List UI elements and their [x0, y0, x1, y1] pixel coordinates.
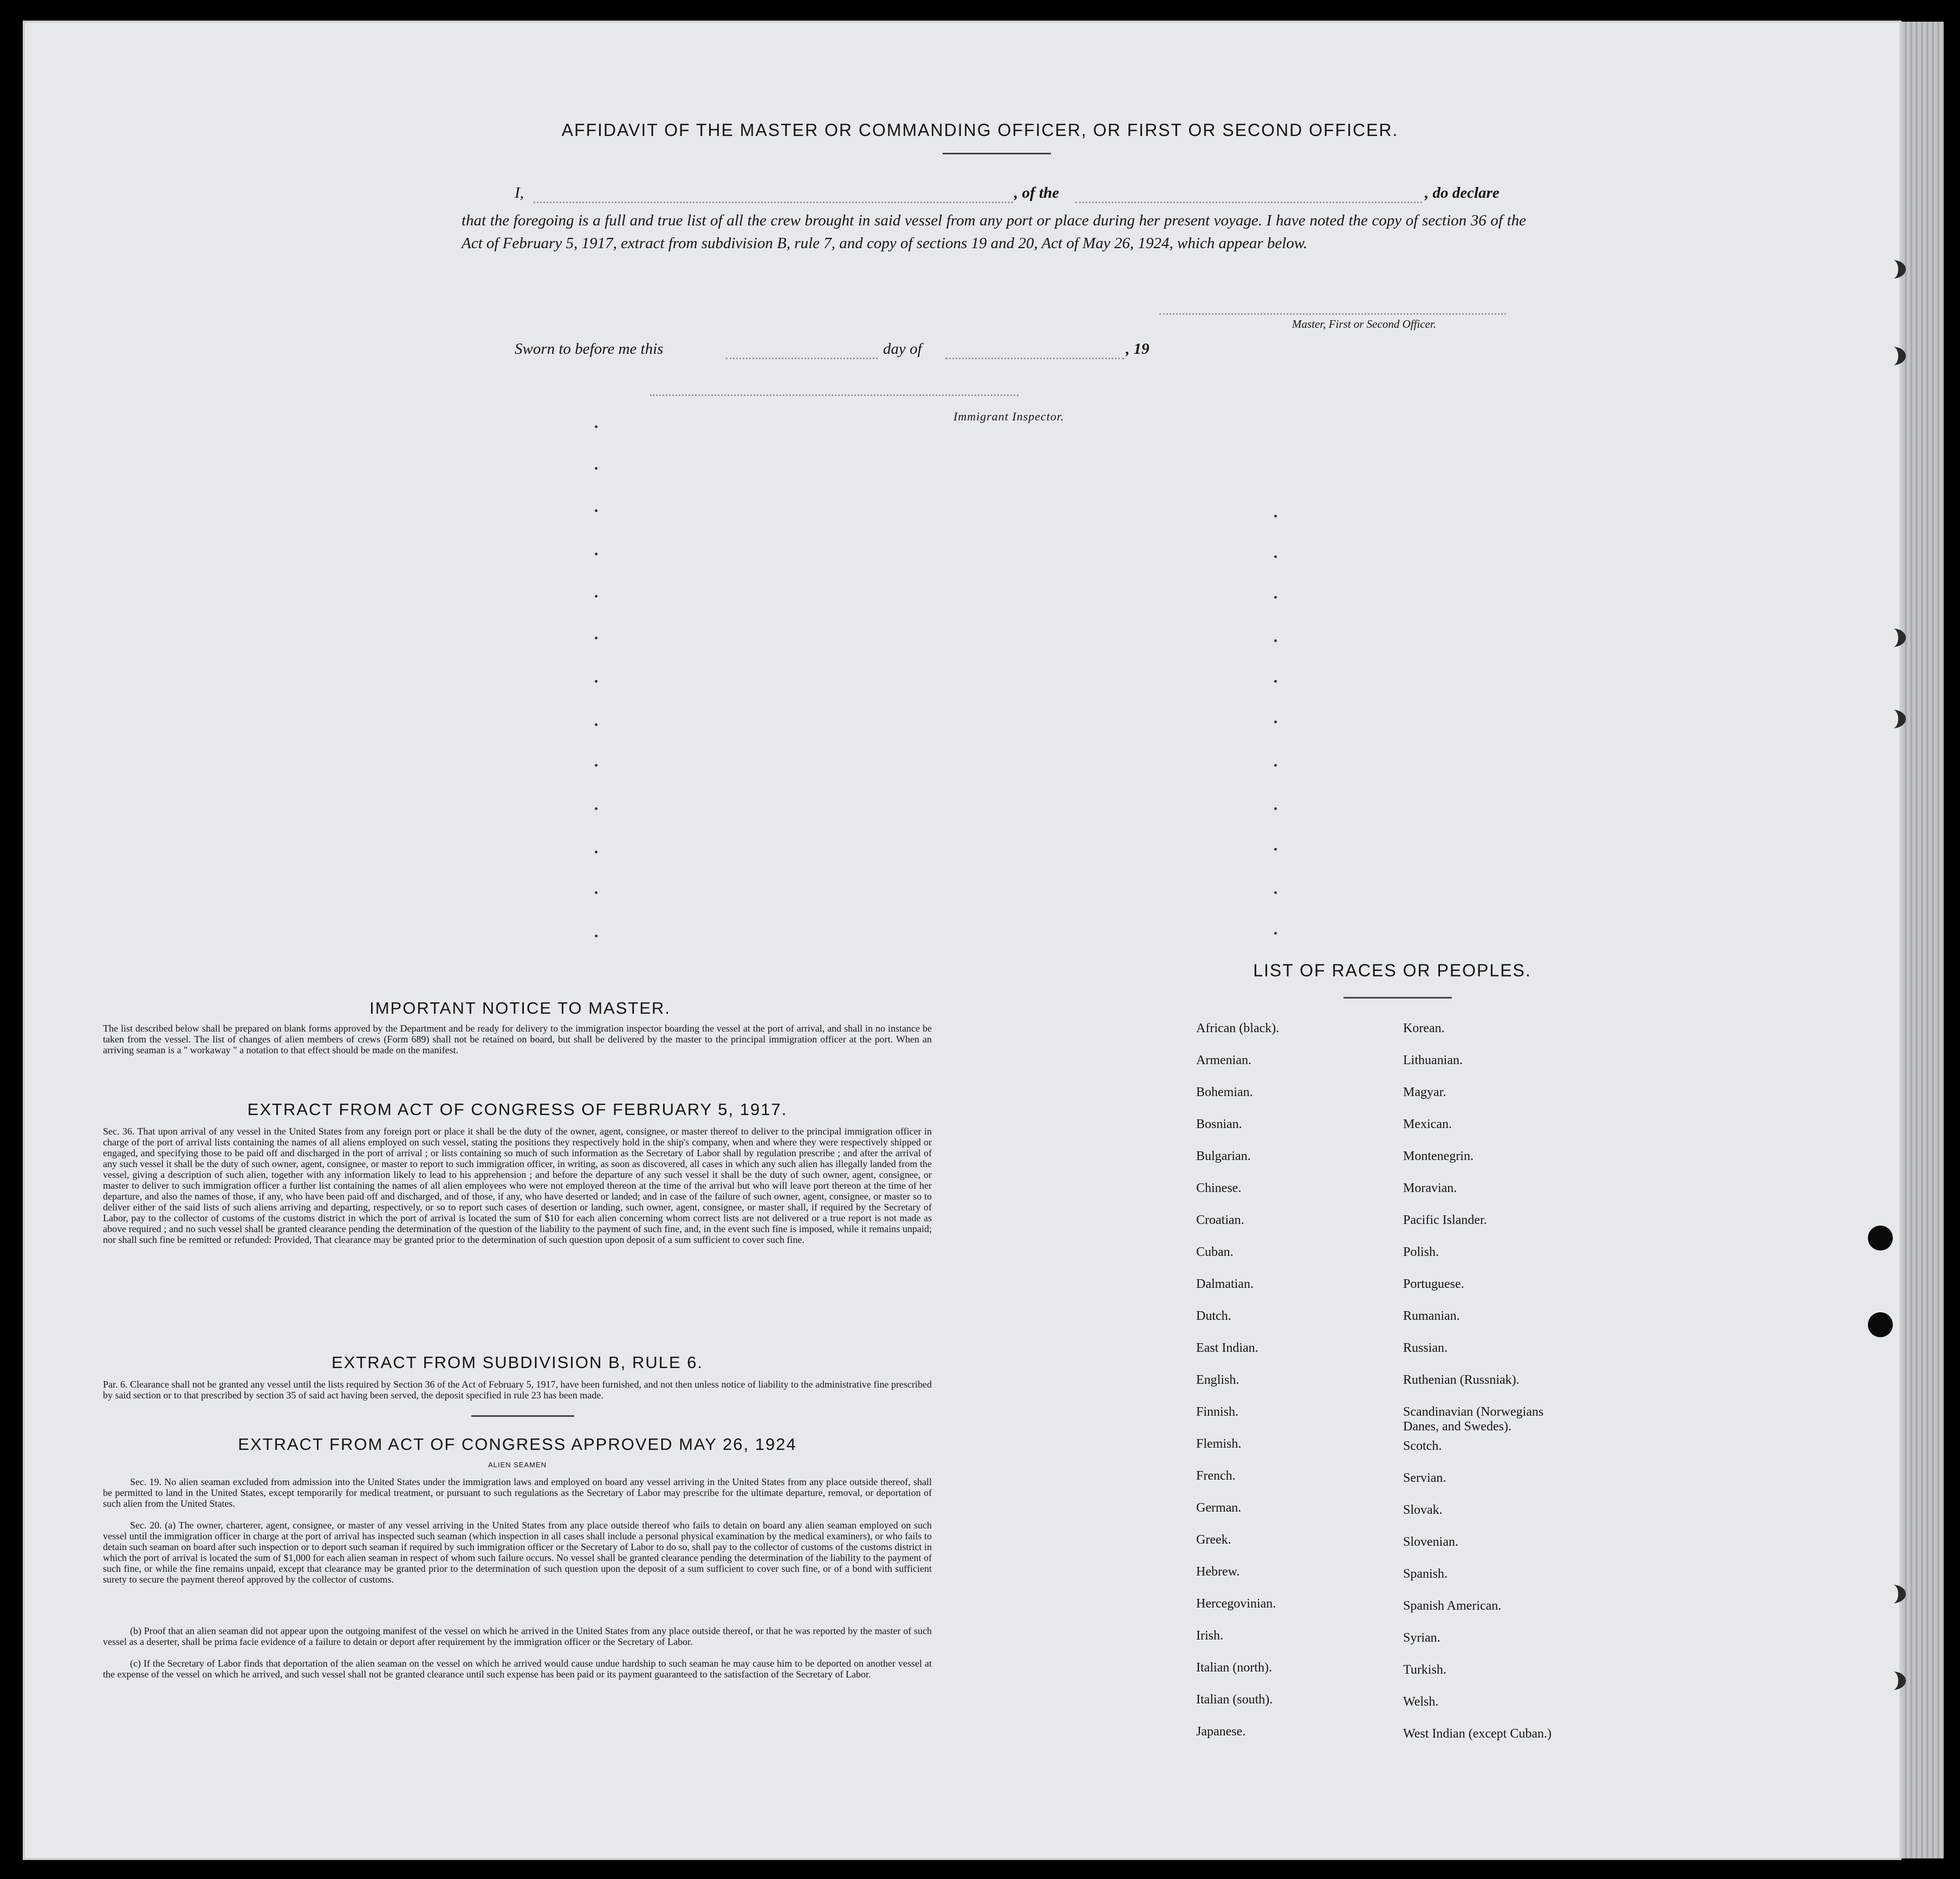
name-blank[interactable] — [534, 202, 1013, 203]
affidavit-body: that the foregoing is a full and true list of all the crew brought in said vessel from any port or place during her present voyage. I have noted the copy of section 36 of the Act of February 5, 1917, extract from subdivision B, rule 7, and copy of sections 19 and 20, Act of May 26, 1924, which appear below. — [462, 212, 1526, 252]
race-item: Spanish American. — [1403, 1599, 1502, 1613]
races-title: LIST OF RACES OR PEOPLES. — [1253, 961, 1531, 980]
race-item: Italian (south). — [1196, 1693, 1273, 1707]
sworn-year: , 19 — [1126, 340, 1150, 358]
race-item: Dutch. — [1196, 1309, 1231, 1323]
race-item: English. — [1196, 1373, 1239, 1387]
race-item: Magyar. — [1403, 1085, 1446, 1099]
race-item: Greek. — [1196, 1533, 1231, 1547]
race-item: Cuban. — [1196, 1245, 1234, 1259]
race-item: French. — [1196, 1469, 1236, 1483]
race-item: Servian. — [1403, 1471, 1446, 1485]
notice-text: The list described below shall be prepared on blank forms approved by the Department and be ready for delivery to the immigration inspector boarding the vessel at the port of arrival, and shall in no instance be taken from the vessel. The list of changes of alien members of crews (Form 689) shall not be retained on board, but shall be delivered by the master to the principal immigration officer at the port. When an arriving seaman is a " workaway " a notation to that effect should be made on the manifest. — [103, 1023, 932, 1055]
race-item: Polish. — [1403, 1245, 1439, 1259]
rule6-title: EXTRACT FROM SUBDIVISION B, RULE 6. — [331, 1353, 704, 1372]
race-item: East Indian. — [1196, 1341, 1258, 1355]
guide-dot — [1274, 932, 1277, 935]
guide-dot — [595, 595, 598, 598]
guide-dot — [595, 425, 598, 428]
race-item: Irish. — [1196, 1629, 1223, 1643]
section-divider — [471, 1415, 574, 1417]
extract-1924-sec20b: (b) Proof that an alien seaman did not appear upon the outgoing manifest of the vessel on which he arrived in the United States from any place outside thereof, or that he was reported by the master of such vessel as a deserter, shall be prima facie evidence of a failure to detain or deport after requirement by the immigration officer or the Secretary of Labor. — [103, 1625, 932, 1647]
affidavit-declare: , do declare — [1425, 184, 1500, 202]
binder-hole — [1880, 260, 1906, 278]
race-item: Italian (north). — [1196, 1661, 1272, 1675]
guide-dot — [595, 891, 598, 894]
rule6-text: Par. 6. Clearance shall not be granted any vessel until the lists required by Section 36 of the Act of February 5, 1917, have been furnished, and not then unless notice of liability to the administrative fine prescribed by said section or to that prescribed by section 35 of said act having been served, the deposit specified in rule 23 has been made. — [103, 1379, 932, 1401]
race-item: Mexican. — [1403, 1117, 1452, 1131]
race-item: Hercegovinian. — [1196, 1597, 1276, 1611]
binder-hole — [1880, 710, 1906, 728]
extract-1924-sec20c: (c) If the Secretary of Labor finds that deportation of the alien seaman on the vessel on which he arrived would cause undue hardship to such seaman he may cause him to be deported on another vessel at the expense of the vessel on which he arrived, and such vessel shall not be granted clearance until such expense has been paid or its payment guaranteed to the satisfaction of the Secretary of Labor. — [103, 1658, 932, 1680]
race-item: Montenegrin. — [1403, 1149, 1474, 1163]
guide-dot — [595, 467, 598, 470]
title-divider — [943, 153, 1051, 154]
race-item: Bosnian. — [1196, 1117, 1242, 1131]
race-item: Hebrew. — [1196, 1565, 1240, 1579]
guide-dot — [1274, 764, 1277, 767]
guide-dot — [595, 680, 598, 683]
race-item: Korean. — [1403, 1021, 1445, 1035]
guide-dot — [1274, 807, 1277, 810]
vessel-blank[interactable] — [1075, 202, 1422, 203]
race-item: Rumanian. — [1403, 1309, 1460, 1323]
guide-dot — [595, 509, 598, 512]
race-item: Scandinavian (Norwegians Danes, and Swedes). — [1403, 1405, 1544, 1434]
sworn-day-blank[interactable] — [726, 358, 878, 359]
signature-blank[interactable] — [1159, 313, 1506, 315]
race-item: Slovenian. — [1403, 1535, 1458, 1549]
extract-1917-title: EXTRACT FROM ACT OF CONGRESS OF FEBRUARY 5, 1917. — [247, 1100, 788, 1119]
master-label: Master, First or Second Officer. — [1292, 318, 1436, 331]
race-item: Ruthenian (Russniak). — [1403, 1373, 1520, 1387]
binder-hole — [1868, 1226, 1893, 1250]
guide-dot — [595, 807, 598, 810]
race-item: Slovak. — [1403, 1503, 1443, 1517]
notice-title: IMPORTANT NOTICE TO MASTER. — [369, 999, 671, 1018]
guide-dot — [595, 553, 598, 555]
binder-hole — [1880, 1585, 1906, 1603]
binder-hole — [1880, 347, 1906, 365]
extract-1917-text: Sec. 36. That upon arrival of any vessel in the United States from any foreign port or place it shall be the duty of the owner, agent, consignee, or master thereof to deliver to the principal immigration officer in charge of the port of arrival lists containing the names of all aliens employed on such vessel, stating the positions they respectively hold in the ship's company, when and where they were respectively shipped or engaged, and specifying those to be paid off and discharged in the port of arrival ; or lists containing so much of such information as the Secretary of Labor shall by regulation prescribe ; and after the arrival of any such vessel it shall be the duty of such owner, agent, consignee, or master to report to such immigration officer, in writing, as soon as discovered, all cases in which any such alien has illegally landed from the vessel, giving a description of such alien, together with any information likely to lead to his apprehension ; and before the departure of any such vessel it shall be the duty of such owner, agent, consignee, or master to deliver to such immigration officer a further list containing the names of all alien employees who were not employed thereon at the time of the arrival but who will leave port thereon at the time of her departure, and also the names of those, if any, who have been paid off and discharged, and of those, if any, who have deserted or landed; and in case of the failure of such owner, agent, consignee, or master so to deliver either of the said lists of such aliens arriving and departing, respectively, or so to report such cases of desertion or landing, such owner, agent, consignee, or master shall, if required by the Secretary of Labor, pay to the collector of customs of the customs district in which the port of arrival is located the sum of $10 for each alien concerning whom correct lists are not delivered or a true report is not made as above required ; and no such vessel shall be granted clearance pending the determination of the question of the liability to the payment of such fine, and, in the event such fine is imposed, while it remains unpaid; nor shall such fine be remitted or refunded: Provided, That clearance may be granted prior to the determination of such question upon deposit of a sum sufficient to cover such fine. — [103, 1126, 932, 1245]
guide-dot — [595, 935, 598, 937]
race-item: Moravian. — [1403, 1181, 1457, 1195]
race-item: Lithuanian. — [1403, 1053, 1463, 1067]
race-item: Finnish. — [1196, 1405, 1239, 1419]
race-item: Japanese. — [1196, 1725, 1246, 1739]
guide-dot — [595, 723, 598, 726]
race-item: Bohemian. — [1196, 1085, 1253, 1099]
race-item: Armenian. — [1196, 1053, 1251, 1067]
race-item: Chinese. — [1196, 1181, 1242, 1195]
guide-dot — [1274, 555, 1277, 558]
race-item: West Indian (except Cuban.) — [1403, 1727, 1552, 1741]
race-item: Pacific Islander. — [1403, 1213, 1487, 1227]
race-item: Scotch. — [1403, 1439, 1442, 1453]
race-item: African (black). — [1196, 1021, 1280, 1035]
guide-dot — [1274, 721, 1277, 723]
guide-dot — [1274, 891, 1277, 894]
guide-dot — [1274, 639, 1277, 642]
guide-dot — [1274, 515, 1277, 517]
guide-dot — [595, 637, 598, 639]
race-item: Dalmatian. — [1196, 1277, 1254, 1291]
guide-dot — [1274, 848, 1277, 851]
race-item: Russian. — [1403, 1341, 1448, 1355]
race-item: Flemish. — [1196, 1437, 1242, 1451]
binder-hole — [1868, 1312, 1893, 1337]
guide-dot — [1274, 680, 1277, 683]
race-item: Syrian. — [1403, 1631, 1440, 1645]
race-item: Welsh. — [1403, 1695, 1439, 1709]
race-item: German. — [1196, 1501, 1242, 1515]
guide-dot — [595, 851, 598, 853]
races-divider — [1344, 997, 1452, 999]
page-edge-strip — [1901, 22, 1944, 1858]
sworn-month-blank[interactable] — [945, 358, 1124, 359]
sworn-day: day of — [883, 340, 922, 358]
race-item: Bulgarian. — [1196, 1149, 1251, 1163]
binder-hole — [1880, 629, 1906, 647]
extract-1924-subtitle: ALIEN SEAMEN — [488, 1461, 547, 1469]
guide-dot — [1274, 596, 1277, 599]
race-item: Turkish. — [1403, 1663, 1446, 1677]
affidavit-title: AFFIDAVIT OF THE MASTER OR COMMANDING OFFICER, OR FIRST OR SECOND OFFICER. — [561, 120, 1399, 140]
extract-1924-sec19: Sec. 19. No alien seaman excluded from admission into the United States under the immigration laws and employed on board any vessel arriving in the United States from any place outside thereof, shall be permitted to land in the United States, except temporarily for medical treatment, or pursuant to such regulations as the Secretary of Labor may prescribe for the ultimate departure, removal, or deportation of such alien from the United States. — [103, 1476, 932, 1509]
inspector-label: Immigrant Inspector. — [953, 410, 1065, 423]
extract-1924-sec20a: Sec. 20. (a) The owner, charterer, agent, consignee, or master of any vessel arriving in the United States from any place outside thereof who fails to detain on board any alien seaman employed on such vessel until the immigration officer in charge at the port of arrival has inspected such seaman (which inspection in all cases shall include a personal physical examination by the medical examiners), or who fails to detain such seaman on board after such inspection or to deport such seaman if required by such immigration officer or the Secretary of Labor to do so, shall pay to the collector of customs of the customs district in which the port of arrival is located the sum of $1,000 for each alien seaman in respect of whom such failure occurs. No vessel shall be granted clearance pending the determination of the liability to the payment of such fine, or while the fine remains unpaid, except that clearance may be granted prior to the determination of such question upon the deposit of a sum sufficient to cover such fine, or of a bond with sufficient surety to secure the payment thereof approved by the collector of customs. — [103, 1520, 932, 1585]
binder-hole — [1880, 1671, 1906, 1690]
race-item: Croatian. — [1196, 1213, 1244, 1227]
inspector-blank[interactable] — [650, 394, 1018, 396]
affidavit-of-the: , of the — [1014, 184, 1059, 202]
extract-1924-title: EXTRACT FROM ACT OF CONGRESS APPROVED MAY 26, 1924 — [238, 1435, 797, 1454]
guide-dot — [595, 764, 598, 767]
race-item: Spanish. — [1403, 1567, 1448, 1581]
race-item: Portuguese. — [1403, 1277, 1464, 1291]
sworn-prefix: Sworn to before me this — [515, 340, 664, 358]
affidavit-i: I, — [515, 184, 524, 202]
